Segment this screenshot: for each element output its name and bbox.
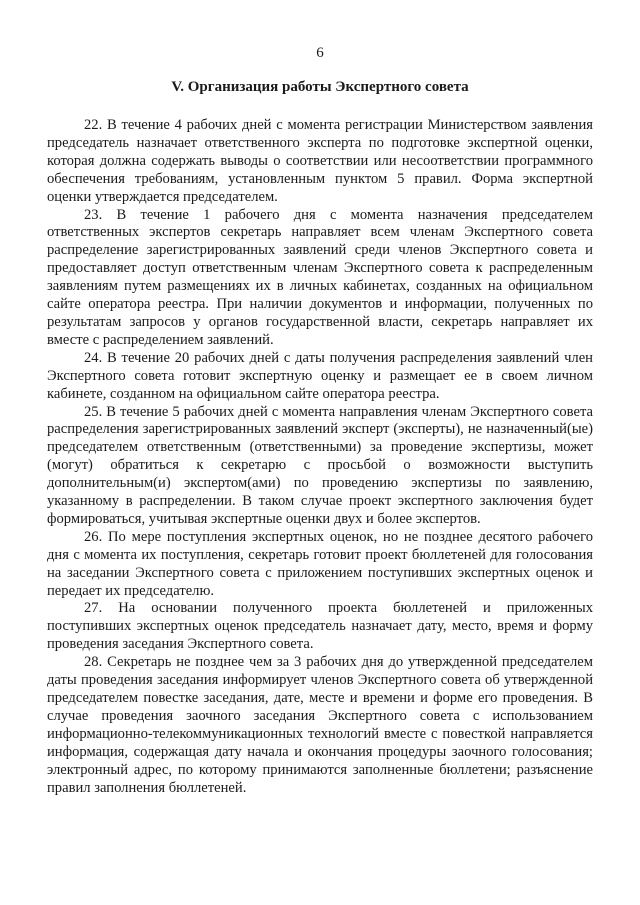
paragraph-26: 26. По мере поступления экспертных оценок, но не позднее десятого рабочего дня с момента их поступления, секретарь готовит проект бюллетеней для голосования на заседании Экспертного совета с приложением поступивших экспертных оценок и передает их председателю. — [47, 528, 593, 599]
paragraph-22: 22. В течение 4 рабочих дней с момента регистрации Министерством заявления председатель назначает ответственного эксперта по подготовке экспертной оценки, которая должна содержать выводы о соответствии или несоответствии программного обеспечения требованиям, установленным пунктом 5 правил. Форма экспертной оценки утверждается председателем. — [47, 117, 593, 205]
section-title: V. Организация работы Экспертного совета — [171, 79, 469, 95]
document-body — [47, 117, 593, 797]
paragraph-28: 28. Секретарь не позднее чем за 3 рабочих дня до утвержденной председателем даты проведения заседания информирует членов Экспертного совета об утвержденной председателем повестке заседания, дате, месте и времени и форме его проведения. В случае проведения заочного заседания Экспертного совета с использованием информационно-телекоммуникационных технологий вместе с повесткой направляется информация, содержащая дату начала и окончания процедуры заочного голосования; электронный адрес, по которому принимаются заполненные бюллетени; разъяснение правил заполнения бюллетеней. — [47, 654, 593, 796]
paragraph-23: 23. В течение 1 рабочего дня с момента назначения председателем ответственных экспертов секретарь направляет всем членам Экспертного совета распределение зарегистрированных заявлений среди членов Экспертного совета и предоставляет доступ ответственным членам Экспертного совета к распределенным заявлениям путем размещениях их в личных кабинетах, созданных на официальном сайте оператора реестра. При наличии документов и информации, полученных по результатам запросов у органов государственной власти, секретарь направляет их вместе с распределением заявлений. — [47, 206, 593, 348]
page-number: 6 — [316, 45, 324, 61]
paragraph-27: 27. На основании полученного проекта бюллетеней и приложенных поступивших экспертных оценок председатель назначает дату, место, время и форму проведения заседания Экспертного совета. — [47, 600, 593, 653]
paragraph-24: 24. В течение 20 рабочих дней с даты получения распределения заявлений член Экспертного совета готовит экспертную оценку и размещает ее в своем личном кабинете, созданном на официальном сайте оператора реестра. — [47, 349, 593, 402]
paragraph-25: 25. В течение 5 рабочих дней с момента направления членам Экспертного совета распределения зарегистрированных заявлений эксперт (эксперты), не назначенный(ые) председателем ответственным (ответственными) за проведение экспертизы, может (могут) обратиться к секретарю с просьбой о возможности выступить дополнительным(и) экспертом(ами) по проведению экспертизы по заявлению, указанному в распределении. В таком случае проект экспертного заключения будет формироваться, учитывая экспертные оценки двух и более экспертов. — [47, 403, 593, 527]
